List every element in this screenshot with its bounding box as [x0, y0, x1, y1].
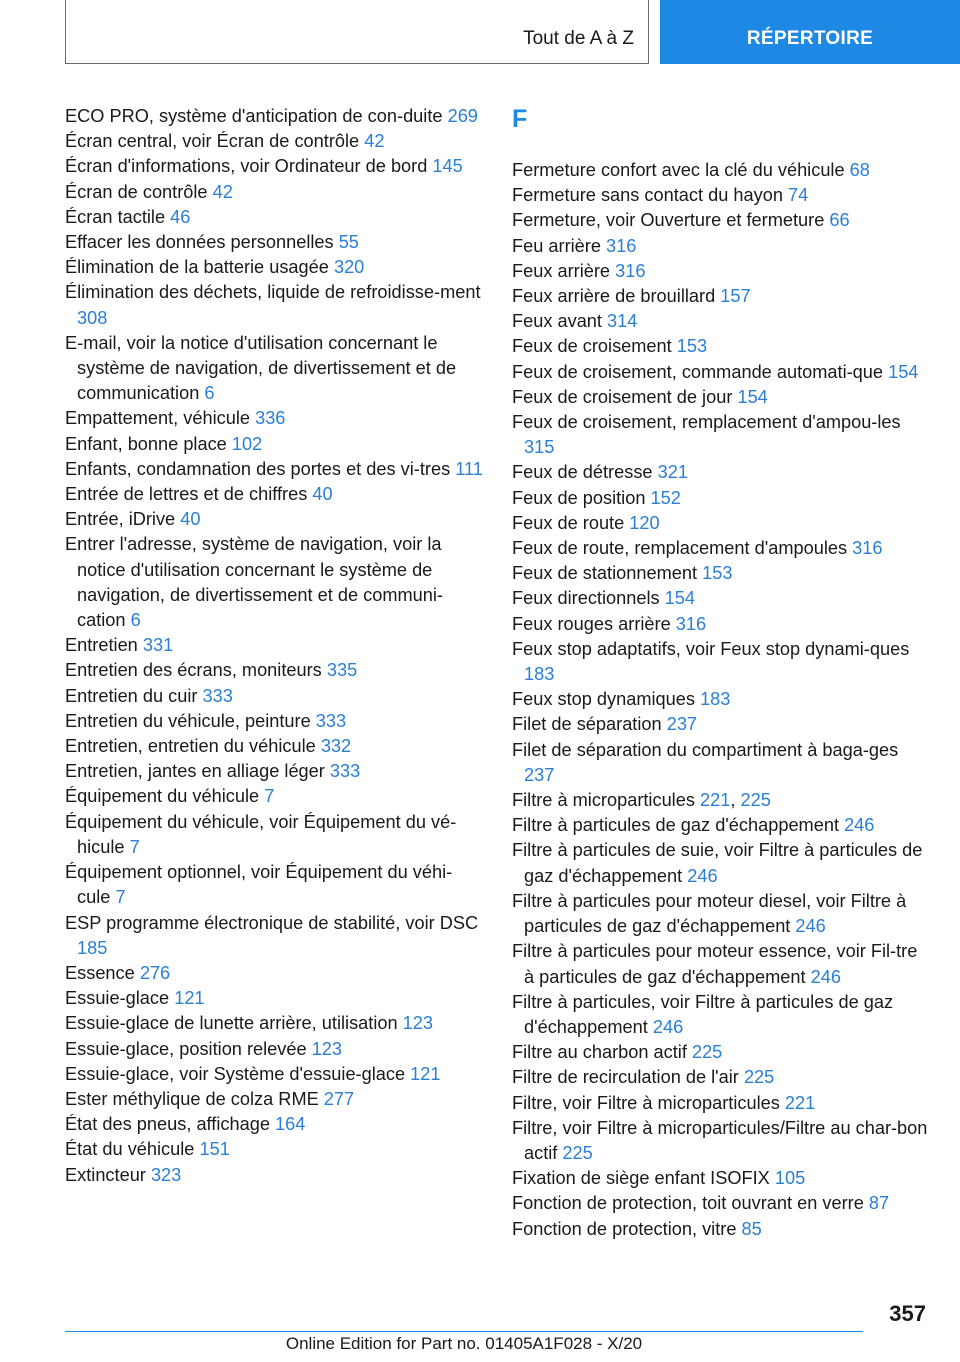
page-link[interactable]: 336: [255, 408, 286, 429]
page-link[interactable]: 225: [562, 1142, 593, 1163]
index-entry-text: Fonction de protection, vitre: [512, 1218, 737, 1239]
page-link[interactable]: 185: [77, 937, 108, 958]
index-entry: [65, 532, 485, 633]
index-entry-text: État des pneus, affichage: [65, 1114, 270, 1135]
page-link[interactable]: 121: [410, 1063, 441, 1084]
index-column-left: [65, 104, 485, 1188]
index-entry-text: Filtre à particules de suie, voir Filtre à particules de gaz d'échappement: [512, 840, 923, 886]
index-entry-text: Fixation de siège enfant ISOFIX: [512, 1168, 770, 1189]
page-link[interactable]: 145: [432, 156, 463, 177]
index-entry-text: Essuie-glace de lunette arrière, utilisation: [65, 1013, 398, 1034]
index-entry: [512, 334, 932, 359]
index-entry-text: E-mail, voir la notice d'utilisation concernant le système de navigation, de divertissement et de communication: [65, 332, 457, 404]
index-entry: [65, 154, 485, 179]
index-entry-text: Feux de croisement: [512, 336, 672, 357]
index-entry-text: Équipement du véhicule: [65, 786, 260, 807]
page-link[interactable]: 246: [795, 916, 826, 937]
page-link[interactable]: 102: [231, 433, 263, 454]
index-entry: [65, 180, 485, 205]
index-entry: [512, 813, 932, 838]
index-entry-text: Essuie-glace, position relevée: [65, 1038, 307, 1059]
page-link[interactable]: 152: [650, 487, 681, 508]
index-entry: [512, 309, 932, 334]
index-entry: [65, 709, 485, 734]
header-tab-repertoire[interactable]: [660, 0, 960, 64]
index-entry: [65, 255, 485, 280]
index-entry-text: Entrée, iDrive: [65, 509, 176, 530]
index-entry: [65, 986, 485, 1011]
page-link[interactable]: 308: [77, 307, 108, 328]
footer-divider: [65, 1331, 863, 1332]
index-entry: [65, 684, 485, 709]
index-entry-text: Entretien des écrans, moniteurs: [65, 660, 322, 681]
page-link[interactable]: 183: [700, 689, 731, 710]
index-entry: [512, 284, 932, 309]
index-entry-text: Feux de route, remplacement d'ampoules: [512, 538, 848, 559]
index-entry-text: ESP programme électronique de stabilité, voir DSC: [65, 912, 479, 933]
index-entry: [512, 1116, 932, 1166]
index-entry-text: Feux de croisement, commande automati‐que: [512, 361, 884, 382]
index-entry-text: Essence: [65, 962, 135, 983]
page-link[interactable]: 66: [829, 210, 850, 231]
page-link[interactable]: 316: [615, 260, 646, 281]
index-entry: [512, 1191, 932, 1216]
page-link[interactable]: 120: [629, 512, 660, 533]
index-entry: [512, 561, 932, 586]
index-entry: [512, 612, 932, 637]
page-link[interactable]: 87: [868, 1193, 890, 1214]
page-link[interactable]: 332: [320, 736, 352, 757]
index-entry-text: Équipement optionnel, voir Équipement du véhi‐cule: [65, 862, 453, 908]
page-link[interactable]: 42: [212, 181, 233, 202]
index-entry: [65, 1087, 485, 1112]
index-entry: [512, 1065, 932, 1090]
page-link[interactable]: 277: [323, 1088, 355, 1109]
page-link[interactable]: 315: [524, 437, 555, 458]
index-entry: [65, 759, 485, 784]
page-link[interactable]: 7: [115, 887, 126, 908]
page-link[interactable]: 225: [743, 1067, 775, 1088]
page-link[interactable]: 7: [129, 836, 140, 857]
page-link[interactable]: 153: [702, 563, 733, 584]
index-entry: Filtre à microparticules 221, 225: [512, 790, 771, 811]
index-entry: [65, 784, 485, 809]
index-entries-right: [512, 158, 932, 1242]
page-link[interactable]: 121: [174, 988, 205, 1009]
index-letter-heading: F: [512, 105, 528, 133]
index-entry: [65, 1011, 485, 1036]
index-entry: [512, 183, 932, 208]
page-link[interactable]: 68: [849, 160, 870, 180]
index-column-right: [512, 104, 932, 1242]
page-link[interactable]: 153: [676, 336, 708, 357]
index-entry: [512, 1166, 932, 1191]
page-link[interactable]: 225: [740, 790, 771, 811]
page-link[interactable]: 237: [524, 764, 555, 785]
index-entry-text: ECO PRO, système d'anticipation de con‐duite: [65, 106, 443, 126]
index-entry-text: Fermeture sans contact du hayon: [512, 185, 783, 206]
index-entry-text: Filtre, voir Filtre à microparticules: [512, 1092, 780, 1113]
page-link[interactable]: 225: [691, 1042, 723, 1063]
page-link[interactable]: 123: [311, 1038, 343, 1059]
index-entry-text: Entretien, jantes en alliage léger: [65, 761, 325, 782]
page-link[interactable]: 164: [275, 1114, 306, 1135]
page-link[interactable]: 154: [664, 588, 696, 609]
index-entry-text: Élimination des déchets, liquide de refroidisse‐ment: [65, 282, 481, 303]
index-entry: [512, 536, 932, 561]
index-entry: [65, 734, 485, 759]
index-entry: [65, 230, 485, 255]
index-entry-text: État du véhicule: [65, 1139, 195, 1160]
index-entry: [512, 990, 932, 1040]
index-entry: [65, 457, 485, 482]
index-entry-text: Feux de stationnement: [512, 563, 698, 584]
page-link[interactable]: 6: [204, 383, 215, 404]
index-entry: [65, 1112, 485, 1137]
index-entry: [512, 385, 932, 410]
page-link[interactable]: 55: [338, 232, 359, 253]
index-entry: [512, 687, 932, 712]
index-entry-text: Fermeture, voir Ouverture et fermeture: [512, 210, 825, 231]
index-entry-text: Filet de séparation du compartiment à baga‐ges: [512, 739, 899, 760]
index-entry: [65, 658, 485, 683]
index-entry-text: Élimination de la batterie usagée: [65, 257, 329, 278]
page-link[interactable]: 333: [315, 710, 347, 731]
page-link[interactable]: 333: [202, 685, 233, 706]
index-entry: [65, 633, 485, 658]
index-entry-text: Effacer les données personnelles: [65, 232, 334, 253]
page-link[interactable]: 157: [720, 286, 751, 307]
page-link[interactable]: 320: [333, 257, 365, 278]
page-link[interactable]: 335: [326, 660, 358, 681]
index-entry: [65, 104, 485, 129]
index-entry: [512, 410, 932, 460]
index-entry: [65, 507, 485, 532]
page-link[interactable]: 221: [700, 790, 731, 811]
index-entry-text: Feux rouges arrière: [512, 613, 671, 634]
page-link[interactable]: 42: [364, 131, 385, 152]
index-entry-text: Fermeture confort avec la clé du véhicule: [512, 160, 845, 180]
index-entry-text: Essuie-glace: [65, 988, 170, 1009]
index-entry: [512, 939, 932, 989]
index-entry: [65, 406, 485, 431]
index-entry: [512, 360, 932, 385]
index-entry-text: Feux directionnels: [512, 588, 660, 609]
index-entry-text: Écran tactile: [65, 206, 166, 227]
page-link[interactable]: 40: [312, 484, 333, 505]
index-entry: [512, 234, 932, 259]
index-entry-text: Entretien, entretien du véhicule: [65, 736, 316, 757]
header-section-title: Tout de A à Z: [523, 28, 634, 49]
page-link[interactable]: 183: [524, 664, 555, 685]
index-entry-text: Extincteur: [65, 1164, 146, 1185]
page-link[interactable]: 331: [142, 635, 174, 656]
page-link[interactable]: 246: [687, 865, 718, 886]
page-link[interactable]: 6: [130, 610, 141, 631]
index-entry-text: Filet de séparation: [512, 714, 662, 735]
index-entry-text: Empattement, véhicule: [65, 408, 251, 429]
page-link[interactable]: 237: [666, 714, 698, 735]
index-entry: [65, 810, 485, 860]
index-entry: [512, 1217, 932, 1242]
index-entry-text: Feux de position: [512, 487, 646, 508]
index-entry: [512, 838, 932, 888]
page-number: 357: [889, 1301, 926, 1326]
page-link[interactable]: 46: [170, 206, 191, 227]
page-link[interactable]: 123: [402, 1013, 434, 1034]
page-link[interactable]: 40: [180, 509, 201, 530]
index-entry: [65, 205, 485, 230]
page-link[interactable]: 111: [455, 458, 483, 479]
index-entry-text: Filtre à microparticules: [512, 790, 695, 811]
index-entry-text: Essuie-glace, voir Système d'essuie-glace: [65, 1063, 406, 1084]
index-entry-text: Entrée de lettres et de chiffres: [65, 484, 308, 505]
index-entry-text: Feux stop adaptatifs, voir Feux stop dynami‐ques: [512, 638, 910, 659]
index-entry: [512, 208, 932, 233]
index-entry: [65, 482, 485, 507]
index-entry: [65, 911, 485, 961]
index-entry: [512, 511, 932, 536]
page-link[interactable]: 246: [810, 966, 841, 987]
page-link[interactable]: 276: [139, 962, 171, 983]
index-entry-text: Entretien du cuir: [65, 685, 198, 706]
index-entry: [65, 331, 485, 407]
index-entry-text: Enfants, condamnation des portes et des vi‐tres: [65, 458, 451, 479]
index-entry: [65, 961, 485, 986]
index-entry-text: Feux de route: [512, 512, 625, 533]
index-entry-text: Feux de détresse: [512, 462, 653, 483]
index-entry-text: Filtre, voir Filtre à microparticules/Filtre au char‐bon actif: [512, 1117, 928, 1163]
index-entry: [512, 637, 932, 687]
page-link[interactable]: 246: [652, 1016, 684, 1037]
header-section-box: [65, 0, 649, 64]
index-entry-text: Feux arrière de brouillard: [512, 286, 716, 307]
page-link[interactable]: 151: [199, 1139, 230, 1160]
header-tab-label: RÉPERTOIRE: [746, 28, 874, 49]
index-entry: [512, 158, 932, 183]
page-link[interactable]: 85: [741, 1218, 762, 1239]
page-link[interactable]: 154: [888, 361, 919, 382]
index-entry: [512, 460, 932, 485]
index-entry-text: Filtre à particules pour moteur essence, voir Fil‐tre à particules de gaz d'échappement: [512, 941, 918, 987]
index-entry-text: Feux avant: [512, 311, 602, 332]
index-entry-text: Filtre de recirculation de l'air: [512, 1067, 739, 1088]
index-entry: [512, 486, 932, 511]
page-link[interactable]: 74: [788, 185, 809, 206]
footer-edition: Online Edition for Part no. 01405A1F028 - X/20: [285, 1334, 643, 1353]
page-link[interactable]: 333: [329, 761, 361, 782]
index-entry: [512, 712, 932, 737]
index-entry: [512, 1091, 932, 1116]
page-link[interactable]: 246: [844, 815, 875, 836]
index-entry-text: Feux de croisement de jour: [512, 386, 733, 407]
index-entry-text: Entretien: [65, 635, 138, 656]
index-entry-text: Entretien du véhicule, peinture: [65, 710, 311, 731]
page-link[interactable]: 323: [150, 1164, 182, 1185]
page-link[interactable]: 221: [784, 1092, 816, 1113]
index-entry-text: Filtre à particules pour moteur diesel, voir Filtre à particules de gaz d'échappement: [512, 890, 907, 937]
index-entry: [512, 889, 932, 939]
index-entry: [512, 738, 932, 788]
index-entry-text: Filtre à particules, voir Filtre à particules de gaz d'échappement: [512, 991, 894, 1037]
index-entry-text: Feux de croisement, remplacement d'ampou‐les: [512, 412, 901, 433]
index-entry: [65, 1037, 485, 1062]
index-entry: [65, 1137, 485, 1162]
index-entry-text: Feux stop dynamiques: [512, 689, 695, 710]
page-link[interactable]: 154: [737, 386, 768, 407]
page-link[interactable]: 321: [657, 462, 688, 483]
index-entry: [65, 432, 485, 457]
index-entry-text: Enfant, bonne place: [65, 433, 227, 454]
index-entry: [512, 1040, 932, 1065]
index-entry-text: Feux arrière: [512, 260, 611, 281]
page-link[interactable]: 7: [264, 786, 275, 807]
index-entry-text: Ester méthylique de colza RME: [65, 1088, 319, 1109]
index-entry: [65, 1163, 485, 1188]
page-link[interactable]: 316: [606, 235, 637, 256]
index-entry-text: Écran central, voir Écran de contrôle: [65, 131, 360, 152]
page-link[interactable]: 269: [447, 106, 478, 126]
index-entry-text: Équipement du véhicule, voir Équipement du vé‐hicule: [65, 811, 457, 857]
index-entry-text: Filtre à particules de gaz d'échappement: [512, 815, 839, 836]
index-entry-text: Filtre au charbon actif: [512, 1042, 687, 1063]
index-entry-text: Feu arrière: [512, 235, 601, 256]
index-entry: [65, 280, 485, 330]
page-link[interactable]: 316: [675, 613, 707, 634]
index-entry: [65, 1062, 485, 1087]
index-entry: [65, 860, 485, 910]
index-entry: [512, 259, 932, 284]
index-entry-text: Fonction de protection, toit ouvrant en verre: [512, 1193, 864, 1214]
index-entry: [512, 586, 932, 611]
page-link[interactable]: 316: [852, 538, 883, 559]
index-entry-text: Entrer l'adresse, système de navigation, voir la notice d'utilisation concernant le système de navigation, de divertissement et de communi‐cation: [65, 534, 443, 631]
index-entry-text: Écran de contrôle: [65, 181, 208, 202]
index-entry: [65, 129, 485, 154]
index-entry-text: Écran d'informations, voir Ordinateur de bord: [65, 156, 428, 177]
page-link[interactable]: 105: [774, 1168, 806, 1189]
page-link[interactable]: 314: [607, 311, 638, 332]
